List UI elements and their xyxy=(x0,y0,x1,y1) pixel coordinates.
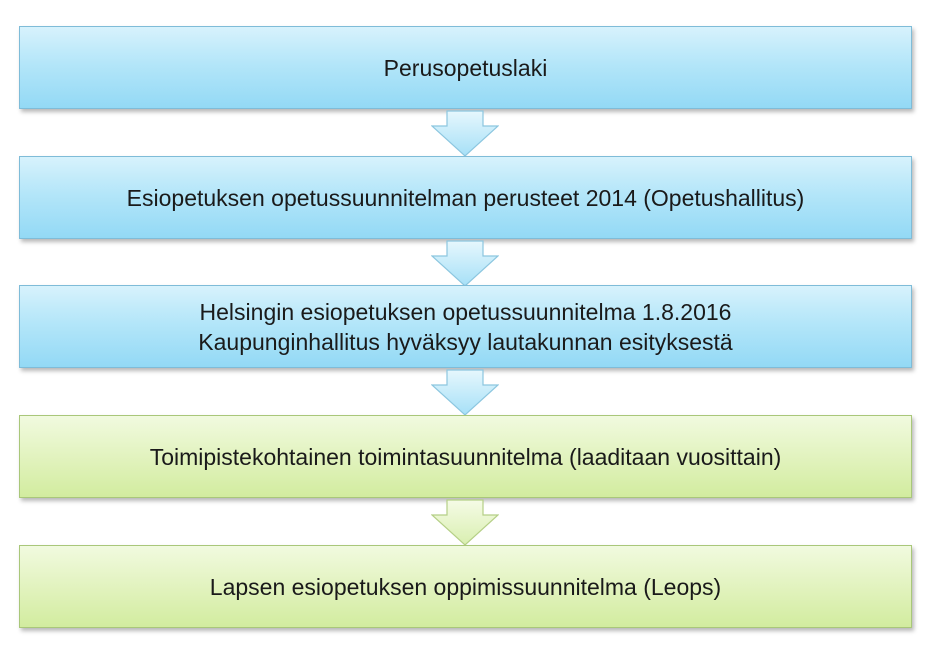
down-arrow-icon xyxy=(431,110,499,157)
flow-step-2 xyxy=(19,156,912,239)
flow-step-5-text: Lapsen esiopetuksen oppimissuunnitelma (Leops) xyxy=(209,573,722,600)
flow-step-1 xyxy=(19,26,912,109)
flow-step-4 xyxy=(19,415,912,498)
flow-step-2-text: Esiopetuksen opetussuunnitelman perusteet 2014 (Opetushallitus) xyxy=(126,184,805,211)
flow-step-5 xyxy=(19,545,912,628)
flow-step-3 xyxy=(19,285,912,368)
down-arrow-icon xyxy=(431,499,499,546)
flow-step-4-text: Toimipistekohtainen toimintasuunnitelma (laaditaan vuosittain) xyxy=(149,443,782,470)
down-arrow-icon xyxy=(431,240,499,287)
flow-step-1-text: Perusopetuslaki xyxy=(383,54,548,81)
flow-step-3-text-line-1: Helsingin esiopetuksen opetussuunnitelma 1.8.2016 xyxy=(199,298,732,325)
flow-step-3-text-line-2: Kaupunginhallitus hyväksyy lautakunnan esityksestä xyxy=(198,328,733,355)
down-arrow-icon xyxy=(431,369,499,416)
